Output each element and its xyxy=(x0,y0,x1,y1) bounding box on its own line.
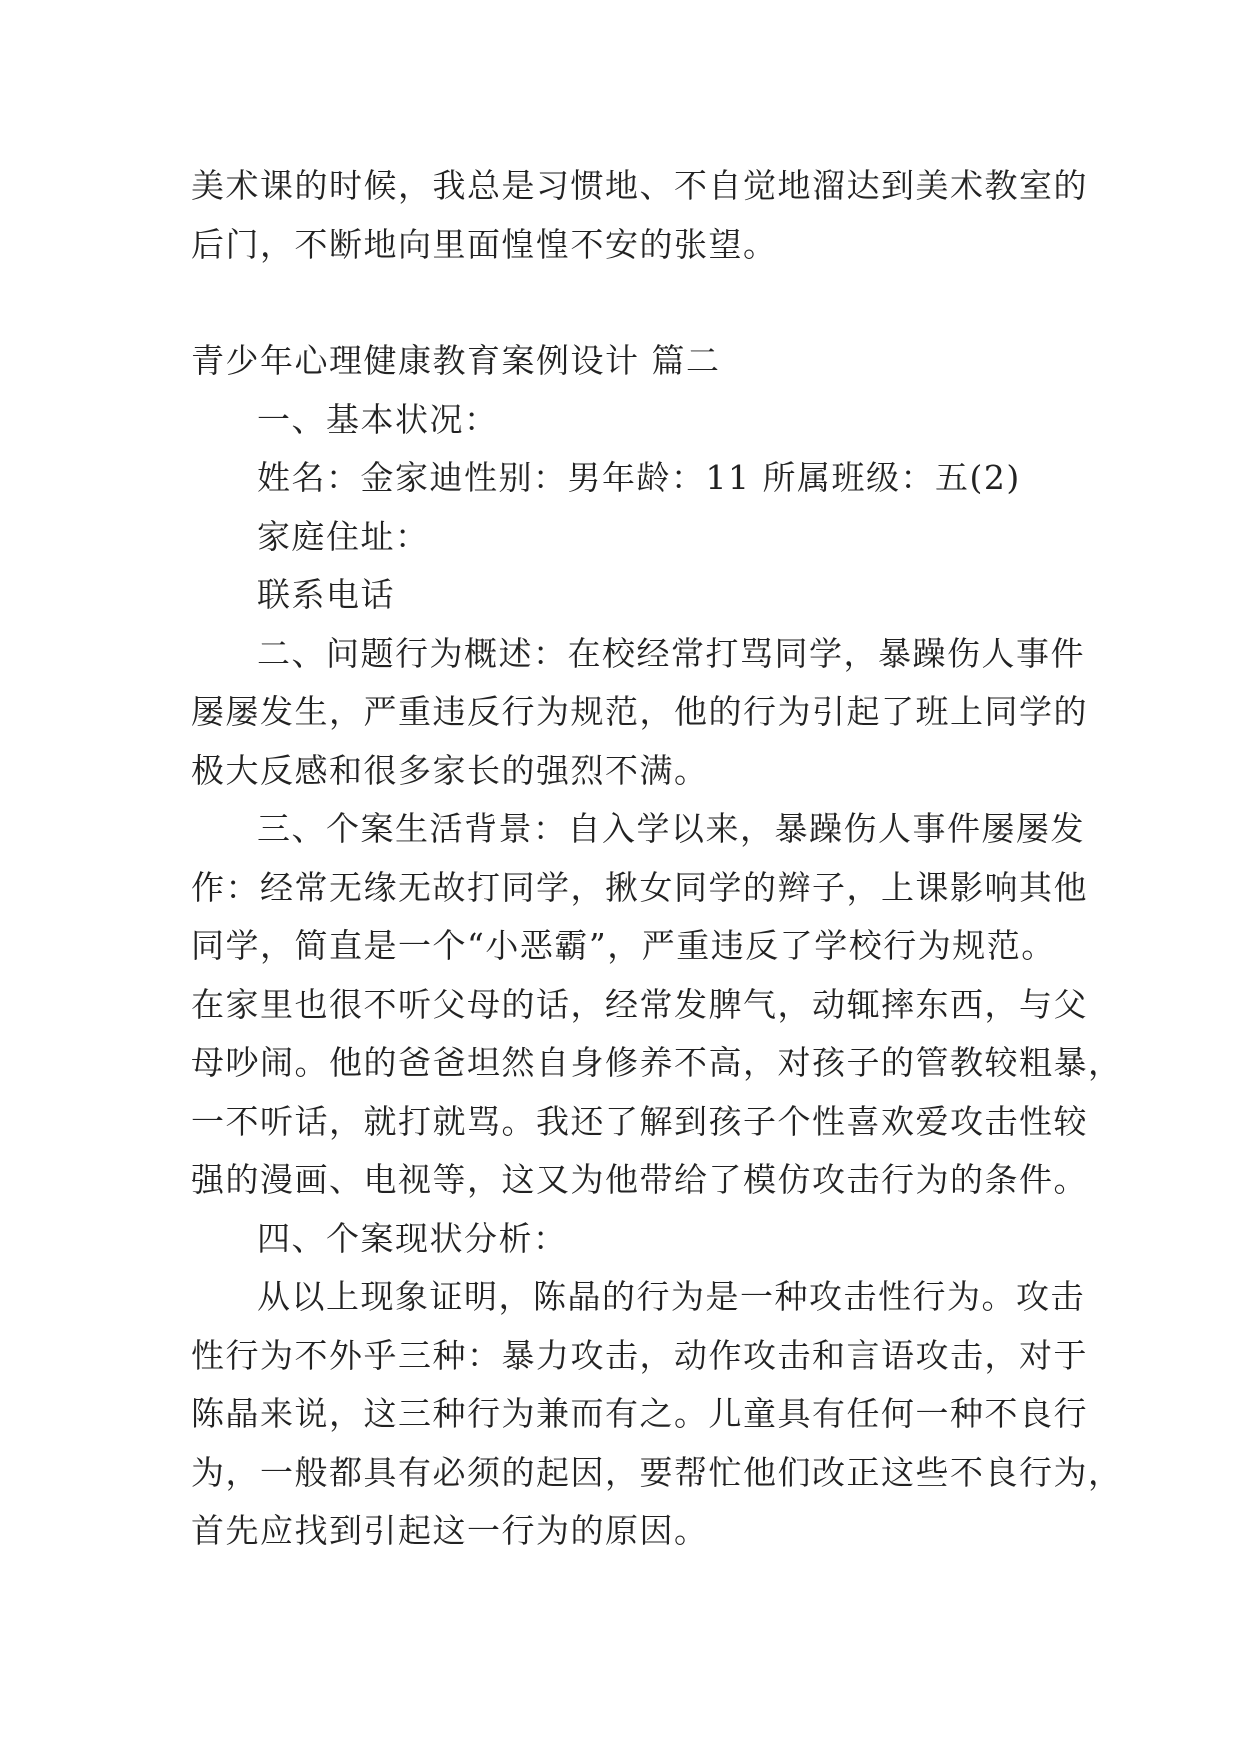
background-line-3: 同学，简直是一个“小恶霸”，严重违反了学校行为规范。 xyxy=(191,926,1056,965)
background-line-6: 一不听话，就打就骂。我还了解到孩子个性喜欢爱攻击性较 xyxy=(191,1101,1088,1141)
analysis-line-4: 为，一般都具有必须的起因，要帮忙他们改正这些不良行为， xyxy=(191,1452,1123,1492)
basic-info: 姓名：金家迪性别：男年龄：11 所属班级：五(2) xyxy=(257,458,1021,497)
analysis-line-2: 性行为不外乎三种：暴力攻击，动作攻击和言语攻击，对于 xyxy=(191,1335,1088,1375)
background-line-2: 作：经常无缘无故打同学，揪女同学的辫子，上课影响其他 xyxy=(191,867,1088,907)
background-line-1: 三、个案生活背景：自入学以来，暴躁伤人事件屡屡发 xyxy=(257,809,1085,848)
basic-address: 家庭住址： xyxy=(257,516,430,556)
basic-heading: 一、基本状况： xyxy=(257,399,499,439)
problem-line-3: 极大反感和很多家长的强烈不满。 xyxy=(191,750,709,790)
document-page xyxy=(191,157,1123,1561)
basic-phone: 联系电话 xyxy=(257,575,395,614)
problem-line-1: 二、问题行为概述：在校经常打骂同学，暴躁伤人事件 xyxy=(257,633,1085,673)
analysis-line-3: 陈晶来说，这三种行为兼而有之。儿童具有任何一种不良行 xyxy=(191,1394,1088,1433)
analysis-line-1: 从以上现象证明，陈晶的行为是一种攻击性行为。攻击 xyxy=(257,1277,1085,1316)
problem-line-2: 屡屡发生，严重违反行为规范，他的行为引起了班上同学的 xyxy=(191,692,1088,731)
analysis-heading: 四、个案现状分析： xyxy=(257,1218,568,1258)
background-line-5: 母吵闹。他的爸爸坦然自身修养不高，对孩子的管教较粗暴， xyxy=(191,1043,1123,1082)
section-title: 青少年心理健康教育案例设计 篇二 xyxy=(191,341,721,380)
background-line-7: 强的漫画、电视等，这又为他带给了模仿攻击行为的条件。 xyxy=(191,1160,1088,1199)
analysis-line-5: 首先应找到引起这一行为的原因。 xyxy=(191,1511,709,1550)
background-line-4: 在家里也很不听父母的话，经常发脾气，动辄摔东西，与父 xyxy=(191,984,1088,1024)
intro-line-1: 美术课的时候，我总是习惯地、不自觉地溜达到美术教室的 xyxy=(191,166,1088,205)
intro-line-2: 后门，不断地向里面惶惶不安的张望。 xyxy=(191,224,778,264)
paragraph-gap xyxy=(191,274,1071,332)
